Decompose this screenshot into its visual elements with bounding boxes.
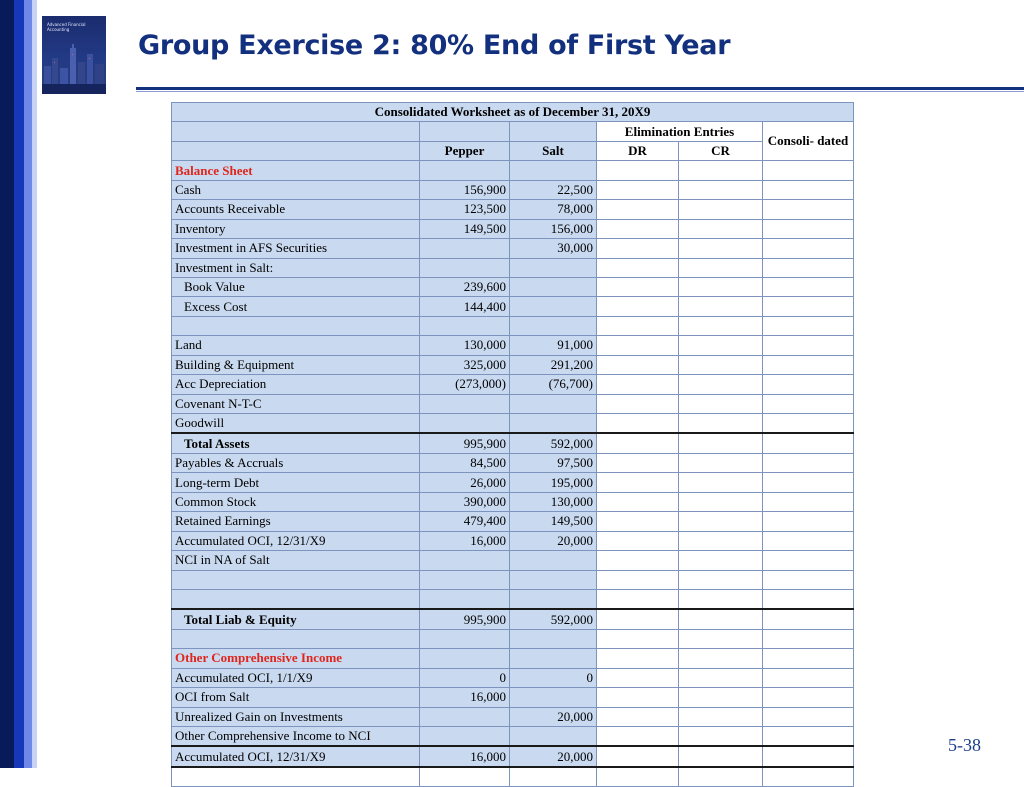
salt-value: 149,500: [510, 512, 597, 531]
pepper-value: 156,900: [420, 180, 510, 199]
salt-value: [510, 394, 597, 413]
row-label: Investment in Salt:: [172, 258, 420, 277]
row-label: Accounts Receivable: [172, 200, 420, 219]
dr-cell: [597, 297, 679, 316]
worksheet-title-row: [172, 103, 854, 122]
dr-cell: [597, 473, 679, 492]
row-label: Total Liab & Equity: [172, 609, 420, 629]
consolidated-cell: [763, 258, 854, 277]
cr-cell: [679, 629, 763, 648]
worksheet-row: [172, 707, 854, 726]
salt-value: 30,000: [510, 239, 597, 258]
pepper-value: 149,500: [420, 219, 510, 238]
salt-value: [510, 297, 597, 316]
left-stripe-light: [24, 0, 32, 768]
worksheet-row: [172, 336, 854, 355]
row-label: Covenant N-T-C: [172, 394, 420, 413]
dr-cell: [597, 219, 679, 238]
pepper-value: [420, 239, 510, 258]
dr-cell: [597, 180, 679, 199]
pepper-value: [420, 570, 510, 589]
cr-cell: [679, 668, 763, 687]
cr-cell: [679, 492, 763, 511]
worksheet-title: Consolidated Worksheet as of December 31, 20X9: [172, 103, 854, 122]
cr-cell: [679, 433, 763, 453]
pepper-value: [420, 258, 510, 277]
salt-value: 20,000: [510, 707, 597, 726]
pepper-value: [420, 589, 510, 609]
pepper-value: 16,000: [420, 531, 510, 550]
consolidated-worksheet-table: [171, 102, 854, 787]
row-label: Accumulated OCI, 1/1/X9: [172, 668, 420, 687]
worksheet-row: [172, 219, 854, 238]
worksheet-row: [172, 570, 854, 589]
consolidated-cell: [763, 629, 854, 648]
row-label: [172, 570, 420, 589]
consolidated-cell: [763, 239, 854, 258]
cr-cell: [679, 336, 763, 355]
consolidated-cell: [763, 297, 854, 316]
dr-cell: [597, 355, 679, 374]
pepper-value: 84,500: [420, 453, 510, 472]
dr-cell: [597, 492, 679, 511]
salt-value: [510, 589, 597, 609]
consolidated-cell: [763, 414, 854, 434]
cr-cell: [679, 688, 763, 707]
dr-cell: [597, 394, 679, 413]
cr-cell: [679, 355, 763, 374]
row-label: Other Comprehensive Income: [172, 649, 420, 668]
consolidated-cell: [763, 551, 854, 570]
salt-value: 78,000: [510, 200, 597, 219]
cr-cell: [679, 161, 763, 180]
worksheet-row: [172, 629, 854, 648]
worksheet-row: [172, 668, 854, 687]
cr-cell: [679, 277, 763, 296]
consolidated-cell: [763, 727, 854, 747]
cr-cell: [679, 200, 763, 219]
row-label: [172, 316, 420, 335]
salt-value: [510, 727, 597, 747]
salt-header: Salt: [510, 141, 597, 160]
cr-cell: [679, 707, 763, 726]
salt-value: [510, 649, 597, 668]
salt-value: [510, 277, 597, 296]
dr-cell: [597, 433, 679, 453]
salt-value: 130,000: [510, 492, 597, 511]
cr-cell: [679, 589, 763, 609]
dr-header: DR: [597, 141, 679, 160]
salt-value: 20,000: [510, 531, 597, 550]
row-label: Accumulated OCI, 12/31/X9: [172, 531, 420, 550]
worksheet-row: [172, 512, 854, 531]
dr-cell: [597, 375, 679, 394]
pepper-value: 479,400: [420, 512, 510, 531]
pepper-value: [420, 414, 510, 434]
worksheet-row: [172, 258, 854, 277]
consolidated-cell: [763, 492, 854, 511]
cr-cell: [679, 239, 763, 258]
consolidated-cell: [763, 531, 854, 550]
salt-value: [510, 629, 597, 648]
worksheet-row: [172, 394, 854, 413]
pepper-value: [420, 649, 510, 668]
row-label: Inventory: [172, 219, 420, 238]
consolidated-cell: [763, 316, 854, 335]
header-row-2: [172, 141, 854, 160]
worksheet-row: [172, 375, 854, 394]
pepper-value: 16,000: [420, 746, 510, 766]
salt-value: 20,000: [510, 746, 597, 766]
pepper-value: 995,900: [420, 433, 510, 453]
consolidated-cell: [763, 453, 854, 472]
title-underline-thin: [136, 91, 1024, 92]
row-label: Retained Earnings: [172, 512, 420, 531]
cr-cell: [679, 727, 763, 747]
row-label: Payables & Accruals: [172, 453, 420, 472]
worksheet-row: [172, 297, 854, 316]
page-number: 5-38: [948, 735, 981, 755]
worksheet-row: [172, 767, 854, 787]
worksheet-row: [172, 355, 854, 374]
row-label: Excess Cost: [172, 297, 420, 316]
dr-cell: [597, 200, 679, 219]
book-cover-footer: [42, 84, 106, 94]
worksheet-row: [172, 492, 854, 511]
pepper-header: Pepper: [420, 141, 510, 160]
worksheet-row: [172, 746, 854, 766]
salt-value: [510, 767, 597, 787]
worksheet-row: [172, 180, 854, 199]
worksheet-row: [172, 727, 854, 747]
worksheet-row: [172, 688, 854, 707]
worksheet-row: [172, 200, 854, 219]
row-label: Unrealized Gain on Investments: [172, 707, 420, 726]
worksheet-row: [172, 433, 854, 453]
salt-value: [510, 688, 597, 707]
row-label: Accumulated OCI, 12/31/X9: [172, 746, 420, 766]
worksheet-row: [172, 277, 854, 296]
dr-cell: [597, 336, 679, 355]
row-label: Other Comprehensive Income to NCI: [172, 727, 420, 747]
dr-cell: [597, 589, 679, 609]
salt-value: [510, 414, 597, 434]
cr-cell: [679, 746, 763, 766]
worksheet-row: [172, 609, 854, 629]
worksheet-row: [172, 239, 854, 258]
consolidated-cell: [763, 609, 854, 629]
consolidated-cell: [763, 219, 854, 238]
left-stripe-blue: [14, 0, 24, 768]
pepper-value: 995,900: [420, 609, 510, 629]
consolidated-cell: [763, 570, 854, 589]
consolidated-cell: [763, 589, 854, 609]
row-label: [172, 629, 420, 648]
cr-cell: [679, 180, 763, 199]
pepper-value: [420, 767, 510, 787]
row-label: Book Value: [172, 277, 420, 296]
pepper-value: [420, 629, 510, 648]
consolidated-cell: [763, 688, 854, 707]
consolidated-cell: [763, 355, 854, 374]
pepper-value: 390,000: [420, 492, 510, 511]
cr-cell: [679, 551, 763, 570]
salt-value: [510, 570, 597, 589]
consolidated-cell: [763, 512, 854, 531]
pepper-value: [420, 161, 510, 180]
pepper-value: 16,000: [420, 688, 510, 707]
consolidated-cell: [763, 433, 854, 453]
dr-cell: [597, 512, 679, 531]
dr-cell: [597, 727, 679, 747]
row-label: Building & Equipment: [172, 355, 420, 374]
skyline-image: [42, 44, 106, 84]
cr-cell: [679, 375, 763, 394]
consolidated-cell: [763, 767, 854, 787]
consolidated-cell: [763, 746, 854, 766]
pepper-value: [420, 707, 510, 726]
cr-cell: [679, 453, 763, 472]
dr-cell: [597, 688, 679, 707]
worksheet-row: [172, 414, 854, 434]
worksheet-row: [172, 453, 854, 472]
pepper-value: 26,000: [420, 473, 510, 492]
cr-cell: [679, 258, 763, 277]
consolidated-cell: [763, 473, 854, 492]
left-stripe-pale: [32, 0, 37, 768]
salt-value: [510, 258, 597, 277]
pepper-value: [420, 394, 510, 413]
salt-value: 91,000: [510, 336, 597, 355]
salt-value: [510, 551, 597, 570]
salt-value: (76,700): [510, 375, 597, 394]
dr-cell: [597, 668, 679, 687]
consolidated-cell: [763, 375, 854, 394]
consolidated-cell: [763, 649, 854, 668]
row-label: OCI from Salt: [172, 688, 420, 707]
cr-cell: [679, 649, 763, 668]
pepper-value: [420, 727, 510, 747]
row-label: Balance Sheet: [172, 161, 420, 180]
worksheet-row: [172, 649, 854, 668]
salt-value: [510, 161, 597, 180]
dr-cell: [597, 551, 679, 570]
row-label: Investment in AFS Securities: [172, 239, 420, 258]
cr-cell: [679, 473, 763, 492]
consolidated-cell: [763, 161, 854, 180]
cr-cell: [679, 609, 763, 629]
worksheet-row: [172, 589, 854, 609]
pepper-value: 144,400: [420, 297, 510, 316]
pepper-value: (273,000): [420, 375, 510, 394]
row-label: [172, 589, 420, 609]
consolidated-cell: [763, 200, 854, 219]
cr-cell: [679, 394, 763, 413]
consolidated-cell: [763, 277, 854, 296]
dr-cell: [597, 277, 679, 296]
dr-cell: [597, 609, 679, 629]
pepper-value: [420, 316, 510, 335]
left-stripe-dark: [0, 0, 14, 768]
salt-value: 0: [510, 668, 597, 687]
dr-cell: [597, 629, 679, 648]
consolidated-cell: [763, 668, 854, 687]
pepper-value: 130,000: [420, 336, 510, 355]
slide-title: Group Exercise 2: 80% End of First Year: [138, 30, 731, 61]
consolidated-cell: [763, 394, 854, 413]
dr-cell: [597, 453, 679, 472]
consolidated-header: Consoli- dated: [763, 122, 854, 161]
header-row-1: [172, 122, 854, 141]
salt-value: 22,500: [510, 180, 597, 199]
row-label: Long-term Debt: [172, 473, 420, 492]
cr-header: CR: [679, 141, 763, 160]
pepper-value: [420, 551, 510, 570]
dr-cell: [597, 531, 679, 550]
salt-value: 291,200: [510, 355, 597, 374]
consolidated-cell: [763, 180, 854, 199]
worksheet-row: [172, 473, 854, 492]
dr-cell: [597, 239, 679, 258]
pepper-value: 325,000: [420, 355, 510, 374]
pepper-value: 123,500: [420, 200, 510, 219]
row-label: Common Stock: [172, 492, 420, 511]
cr-cell: [679, 767, 763, 787]
pepper-value: 239,600: [420, 277, 510, 296]
row-label: Goodwill: [172, 414, 420, 434]
worksheet-row: [172, 551, 854, 570]
row-label: Acc Depreciation: [172, 375, 420, 394]
book-cover-title: Advanced Financial Accounting: [47, 22, 86, 32]
cr-cell: [679, 297, 763, 316]
cr-cell: [679, 531, 763, 550]
cr-cell: [679, 414, 763, 434]
dr-cell: [597, 316, 679, 335]
salt-value: 592,000: [510, 433, 597, 453]
dr-cell: [597, 414, 679, 434]
cr-cell: [679, 570, 763, 589]
book-cover-thumbnail: [42, 16, 106, 94]
consolidated-cell: [763, 707, 854, 726]
salt-value: 156,000: [510, 219, 597, 238]
cr-cell: [679, 219, 763, 238]
dr-cell: [597, 570, 679, 589]
title-underline: [136, 87, 1024, 90]
worksheet-row: [172, 531, 854, 550]
cr-cell: [679, 512, 763, 531]
elimination-entries-header: Elimination Entries: [597, 122, 763, 141]
row-label: Total Assets: [172, 433, 420, 453]
row-label: Cash: [172, 180, 420, 199]
salt-value: 195,000: [510, 473, 597, 492]
row-label: [172, 767, 420, 787]
dr-cell: [597, 767, 679, 787]
salt-value: 592,000: [510, 609, 597, 629]
cr-cell: [679, 316, 763, 335]
consolidated-cell: [763, 336, 854, 355]
dr-cell: [597, 161, 679, 180]
worksheet-row: [172, 161, 854, 180]
salt-value: [510, 316, 597, 335]
dr-cell: [597, 746, 679, 766]
salt-value: 97,500: [510, 453, 597, 472]
worksheet-row: [172, 316, 854, 335]
row-label: Land: [172, 336, 420, 355]
row-label: NCI in NA of Salt: [172, 551, 420, 570]
dr-cell: [597, 707, 679, 726]
pepper-value: 0: [420, 668, 510, 687]
dr-cell: [597, 649, 679, 668]
dr-cell: [597, 258, 679, 277]
